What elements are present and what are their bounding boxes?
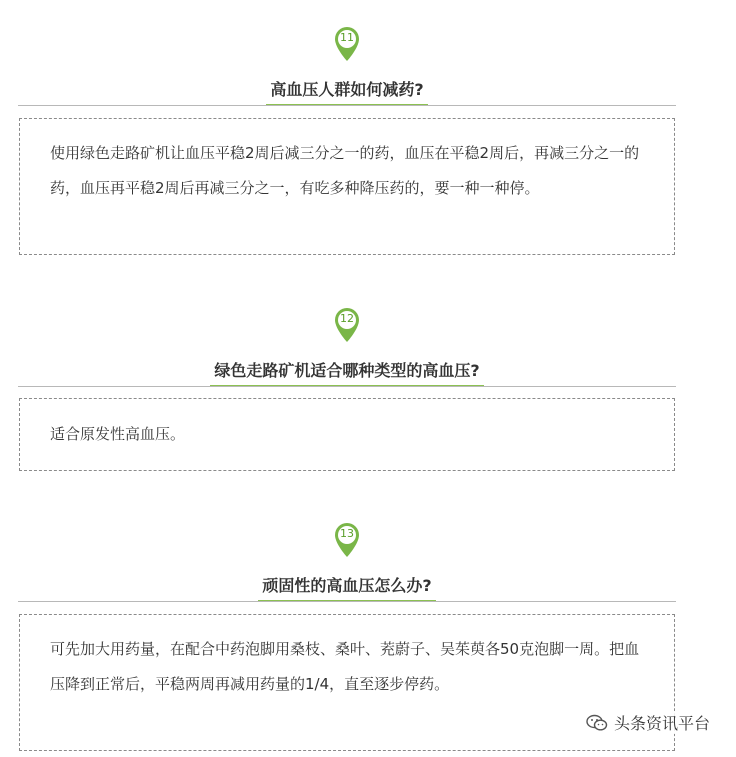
- answer-box: [19, 398, 675, 471]
- section-title: 高血压人群如何减药?: [18, 80, 676, 106]
- location-pin-icon: [332, 520, 362, 558]
- divider: [18, 386, 676, 387]
- divider: [18, 105, 676, 106]
- section-title: 顽固性的高血压怎么办?: [18, 576, 676, 602]
- section-title: 绿色走路矿机适合哪种类型的高血压?: [18, 361, 676, 387]
- source-watermark: [584, 711, 712, 734]
- answer-text: 使用绿色走路矿机让血压平稳2周后减三分之一的药，血压在平稳2周后，再减三分之一的药，血压再平稳2周后再减三分之一，有吃多种降压药的，要一种一种停。: [50, 144, 640, 197]
- section-number: 12: [340, 312, 354, 325]
- answer-text: 可先加大用药量，在配合中药泡脚用桑枝、桑叶、茺蔚子、吴茱萸各50克泡脚一周。把血压降到正常后，平稳两周再减用药量的1/4，直至逐步停药。: [50, 640, 640, 693]
- watermark-text: 头条资讯平台: [613, 714, 710, 733]
- wechat-icon: [586, 714, 608, 732]
- answer-box: [19, 118, 675, 255]
- answer-text: 适合原发性高血压。: [50, 425, 186, 443]
- location-pin-icon: [332, 24, 362, 62]
- answer-box: [19, 614, 675, 751]
- section-number: 11: [340, 31, 354, 44]
- location-pin-icon: [332, 305, 362, 343]
- section-number: 13: [340, 527, 354, 540]
- divider: [18, 601, 676, 602]
